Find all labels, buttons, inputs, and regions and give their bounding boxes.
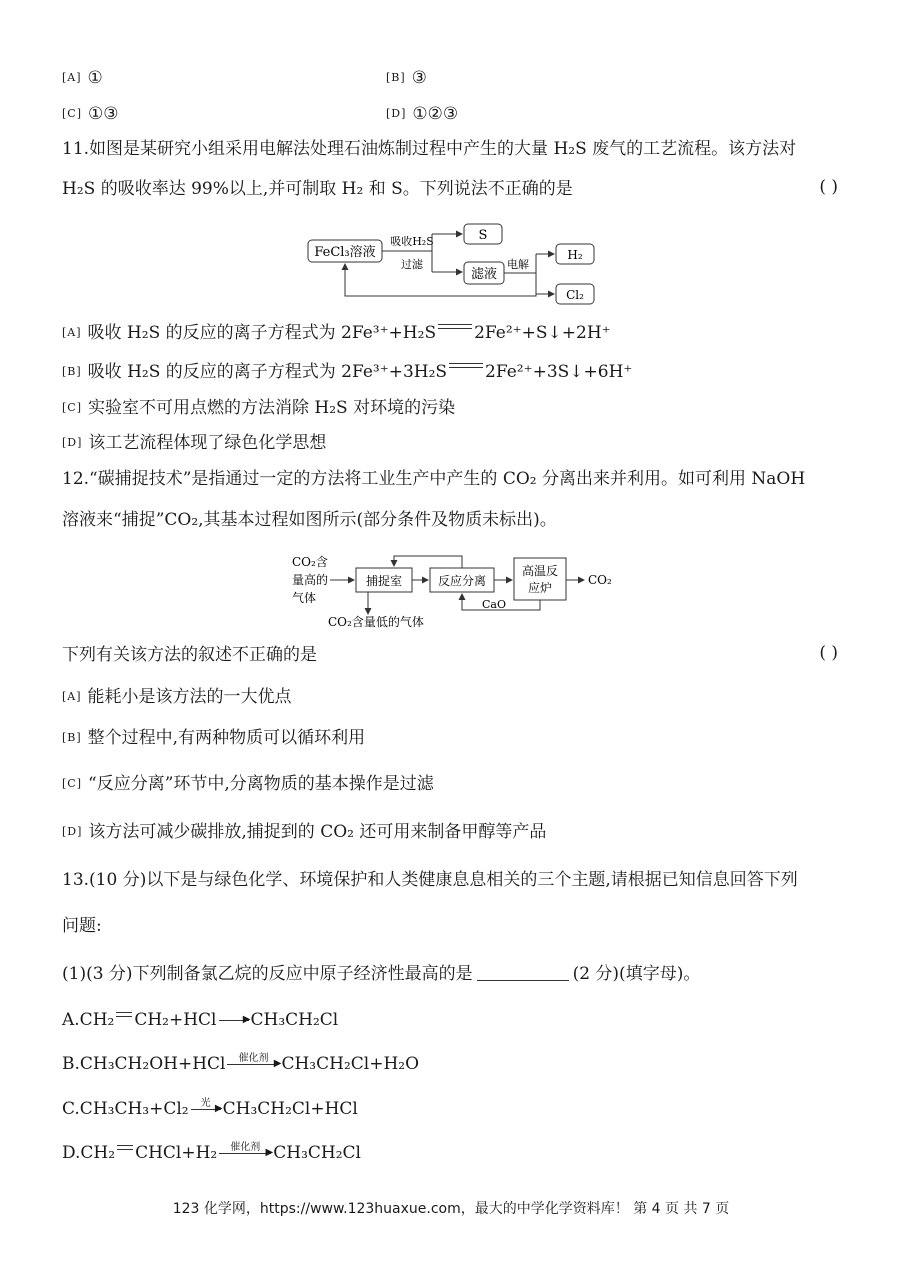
double-bond-icon [116, 1012, 132, 1020]
reaction-arrow-icon: 催化剂 ▶ [219, 1153, 271, 1154]
double-bond-icon [117, 1145, 133, 1153]
filtrate: 滤液 [470, 267, 498, 282]
equals-sign-icon [449, 363, 483, 373]
filter-label: 过滤 [401, 258, 423, 271]
q10-option-c[interactable]: [C] ①③ [62, 104, 119, 124]
h2-product: H₂ [567, 248, 583, 262]
absorb-h2s-label: 吸收H₂S [390, 235, 434, 248]
reaction-arrow-icon: 催化剂 ▶ [227, 1064, 279, 1065]
q11-option-a[interactable]: [A] 吸收 H₂S 的反应的离子方程式为 2Fe³⁺+H₂S 2Fe²⁺+S↓+2H⁺ [62, 323, 611, 343]
q12-option-d[interactable]: [D] 该方法可减少碳排放,捕捉到的 CO₂ 还可用来制备甲醇等产品 [62, 822, 547, 842]
q13-sub1: (1)(3 分)下列制备氯乙烷的反应中原子经济性最高的是 (2 分)(填字母)。 [62, 964, 701, 984]
high-co2-gas-line1: CO₂含 [292, 555, 328, 569]
fecl3-solution: FeCl₃溶液 [314, 245, 376, 260]
q10-option-d[interactable]: [D] ①②③ [386, 104, 459, 124]
q12-stem-line2: 溶液来“捕捉”CO₂,其基本过程如图所示(部分条件及物质未标出)。 [62, 510, 557, 530]
q13-reaction-d[interactable]: D.CH₂ CHCl+H₂ 催化剂 ▶ CH₃CH₂Cl [62, 1142, 361, 1163]
reaction-separation: 反应分离 [437, 574, 487, 588]
equals-sign-icon [438, 324, 472, 334]
page-footer: 123 化学网，https://www.123huaxue.com，最大的中学化学资料库！ 第 4 页 共 7 页 [172, 1201, 730, 1217]
q11-stem-line2: H₂S 的吸收率达 99%以上,并可制取 H₂ 和 S。下列说法不正确的是 [62, 179, 573, 199]
q13-reaction-c[interactable]: C.CH₃CH₃+Cl₂ 光 ▶ CH₃CH₂Cl+HCl [62, 1098, 358, 1119]
q13-reaction-a[interactable]: A.CH₂ CH₂+HCl ▶ CH₃CH₂Cl [62, 1010, 339, 1030]
reaction-arrow-icon: 光 ▶ [191, 1109, 221, 1110]
high-co2-gas-line3: 气体 [292, 591, 317, 605]
answer-blank[interactable] [477, 964, 569, 981]
low-co2-gas: CO₂含量低的气体 [328, 615, 424, 629]
furnace-line2: 应炉 [527, 581, 553, 595]
furnace-line1: 高温反 [521, 564, 559, 578]
q10-option-b[interactable]: [B] ③ [386, 68, 427, 88]
q11-stem-line1: 11.如图是某研究小组采用电解法处理石油炼制过程中产生的大量 H₂S 废气的工艺流程。该方法对 [62, 139, 797, 159]
q11-option-b[interactable]: [B] 吸收 H₂S 的反应的离子方程式为 2Fe³⁺+3H₂S 2Fe²⁺+3S↓+6H⁺ [62, 362, 633, 382]
high-co2-gas-line2: 量高的 [292, 573, 329, 587]
electrolysis-label: 电解 [507, 258, 529, 271]
q12-answer-paren[interactable]: ( ) [819, 643, 838, 663]
q12-process-diagram [288, 548, 628, 630]
co2-output: CO₂ [588, 573, 612, 587]
q11-option-c[interactable]: [C] 实验室不可用点燃的方法消除 H₂S 对环境的污染 [62, 398, 456, 418]
q12-ask: 下列有关该方法的叙述不正确的是 [62, 645, 317, 665]
q13-stem-line2: 问题: [62, 916, 102, 936]
q13-reaction-b[interactable]: B.CH₃CH₂OH+HCl 催化剂 ▶ CH₃CH₂Cl+H₂O [62, 1053, 420, 1074]
q13-stem-line1: 13.(10 分)以下是与绿色化学、环境保护和人类健康息息相关的三个主题,请根据已知信息回答下列 [62, 870, 798, 890]
q12-option-b[interactable]: [B] 整个过程中,有两种物质可以循环利用 [62, 728, 366, 748]
reaction-arrow-icon: ▶ [219, 1020, 249, 1021]
cao-label: CaO [482, 598, 506, 611]
q12-stem-line1: 12.“碳捕捉技术”是指通过一定的方法将工业生产中产生的 CO₂ 分离出来并利用。如可利用 NaOH [62, 469, 806, 489]
q12-option-c[interactable]: [C] “反应分离”环节中,分离物质的基本操作是过滤 [62, 774, 434, 794]
cl2-product: Cl₂ [566, 288, 584, 302]
q10-option-a[interactable]: [A] ① [62, 68, 103, 88]
q11-option-d[interactable]: [D] 该工艺流程体现了绿色化学思想 [62, 433, 327, 453]
capture-chamber: 捕捉室 [365, 574, 403, 588]
q11-answer-paren[interactable]: ( ) [819, 177, 838, 197]
sulfur-product: S [478, 228, 488, 243]
q11-process-diagram [300, 216, 610, 308]
q12-option-a[interactable]: [A] 能耗小是该方法的一大优点 [62, 687, 292, 707]
